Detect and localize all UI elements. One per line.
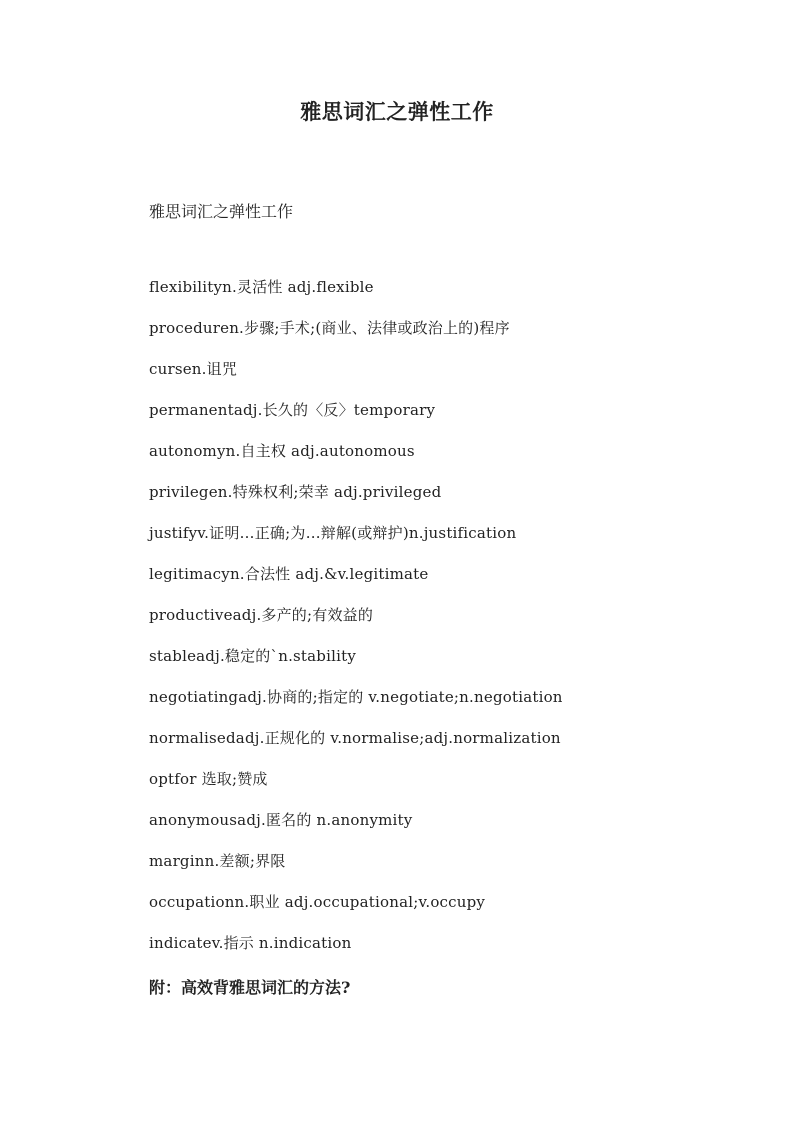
vocab-entry: legitimacyn.合法性 adj.&v.legitimate xyxy=(149,565,429,583)
vocab-entry: normalisedadj.正规化的 v.normalise;adj.normalization xyxy=(149,729,561,747)
appendix-heading: 附：高效背雅思词汇的方法? xyxy=(149,978,351,997)
subtitle: 雅思词汇之弹性工作 xyxy=(149,202,294,221)
vocab-entry: occupationn.职业 adj.occupational;v.occupy xyxy=(149,893,486,911)
vocab-entry: marginn.差额;界限 xyxy=(149,852,286,870)
vocab-entry: negotiatingadj.协商的;指定的 v.negotiate;n.negotiation xyxy=(149,688,563,706)
vocab-entry: indicatev.指示 n.indication xyxy=(149,934,352,952)
vocab-entry: privilegen.特殊权利;荣幸 adj.privileged xyxy=(149,483,442,501)
vocab-entry: productiveadj.多产的;有效益的 xyxy=(149,606,374,624)
vocab-entry: autonomyn.自主权 adj.autonomous xyxy=(149,442,415,460)
page-title: 雅思词汇之弹性工作 xyxy=(300,99,494,124)
vocab-entry: cursen.诅咒 xyxy=(149,360,238,378)
vocab-entry: permanentadj.长久的〈反〉temporary xyxy=(149,401,436,419)
vocab-entry: optfor 选取;赞成 xyxy=(149,770,268,788)
vocab-entry: justifyv.证明…正确;为…辩解(或辩护)n.justification xyxy=(149,524,517,542)
vocab-entry: anonymousadj.匿名的 n.anonymity xyxy=(149,811,413,829)
vocabulary-list xyxy=(149,276,769,973)
vocab-entry: stableadj.稳定的`n.stability xyxy=(149,647,357,665)
vocab-entry: flexibilityn.灵活性 adj.flexible xyxy=(149,278,374,296)
vocab-entry: proceduren.步骤;手术;(商业、法律或政治上的)程序 xyxy=(149,319,510,337)
